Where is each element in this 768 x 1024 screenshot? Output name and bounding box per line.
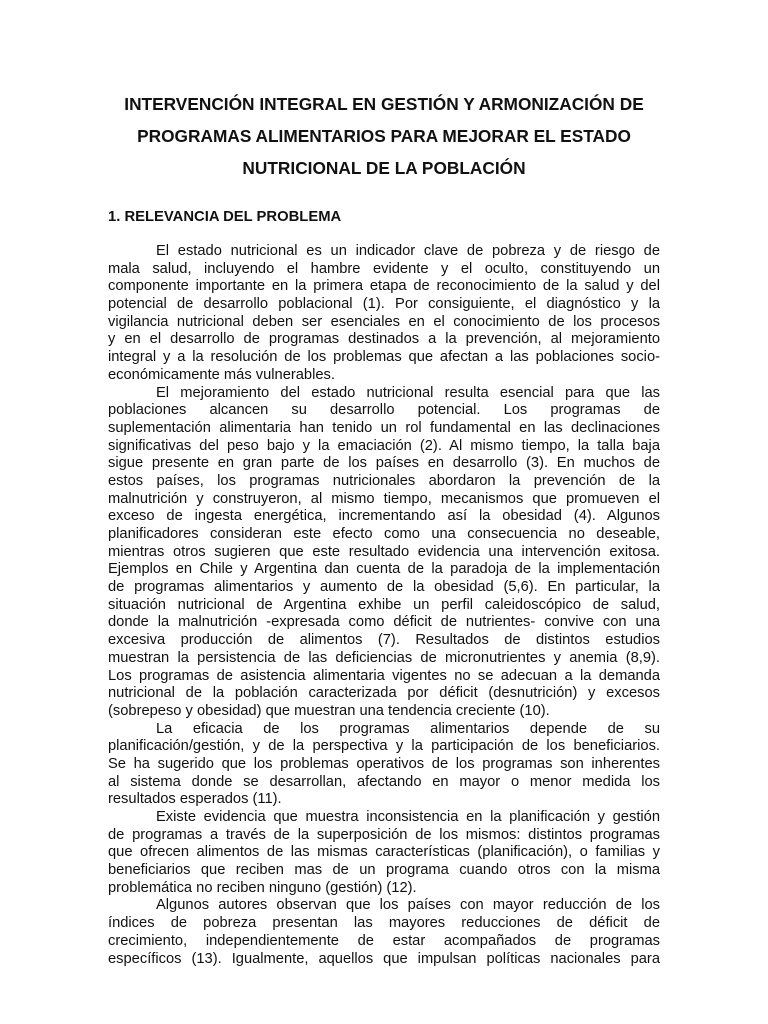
body-line: mala salud, incluyendo el hambre evidente y el oculto, constituyendo un [108, 260, 660, 277]
body-line: vigilancia nutricional deben ser esenciales en el conocimiento de los procesos [108, 313, 660, 330]
title-line: NUTRICIONAL DE LA POBLACIÓN [242, 158, 526, 178]
body-line: planificadores consideran este efecto como una consecuencia no deseable, [108, 526, 660, 542]
body-line: potencial de desarrollo poblacional (1). Por consiguiente, el diagnóstico y la [108, 296, 660, 313]
body-line: integral y a la resolución de los problemas que afectan a las poblaciones socio- [108, 349, 660, 366]
body-line: crecimiento, independientemente de estar acompañados de programas [108, 932, 660, 949]
body-line: índices de pobreza presentan las mayores reducciones de déficit de [108, 915, 660, 932]
body-line: y en el desarrollo de programas destinados a la prevención, al mejoramiento [108, 331, 660, 348]
section-heading: 1. RELEVANCIA DEL PROBLEMA [108, 209, 342, 225]
body-line: La eficacia de los programas alimentarios depende de su [156, 720, 660, 737]
body-line: malnutrición y construyeron, al mismo tiempo, mecanismos que promueven el [108, 490, 660, 507]
body-line: beneficiarios que reciben mas de un programa cuando otros con la misma [108, 862, 660, 879]
body-line: Ejemplos en Chile y Argentina dan cuenta de la paradoja de la implementación [108, 561, 660, 578]
body-line: que ofrecen alimentos de las mismas características (planificación), o familias y [108, 844, 660, 861]
body-line: Algunos autores observan que los países con mayor reducción de los [156, 897, 660, 914]
body-line: exceso de ingesta energética, incrementando así la obesidad (4). Algunos [108, 508, 660, 525]
body-line: económicamente más vulnerables. [108, 366, 335, 383]
body-line: específicos (13). Igualmente, aquellos que impulsan políticas nacionales para [108, 950, 660, 967]
body-line: poblaciones alcancen su desarrollo potencial. Los programas de [108, 402, 660, 419]
body-line: excesiva producción de alimentos (7). Resultados de distintos estudios [108, 632, 660, 649]
body-line: problemática no reciben ninguno (gestión) (12). [108, 879, 417, 896]
body-line: (sobrepeso y obesidad) que muestran una tendencia creciente (10). [108, 702, 550, 719]
title-line: INTERVENCIÓN INTEGRAL EN GESTIÓN Y ARMONIZACIÓN DE [124, 94, 644, 114]
body-line: muestran la persistencia de las deficiencias de micronutrientes y anemia (8,9). [108, 649, 660, 666]
body-text [108, 243, 660, 968]
body-line: suplementación alimentaria han tenido un rol fundamental en las declinaciones [108, 419, 660, 436]
body-line: estos países, los programas nutricionales abordaron la prevención de la [108, 472, 660, 489]
body-line: de programas alimentarios y aumento de la obesidad (5,6). En particular, la [108, 579, 660, 596]
body-line: al sistema donde se desarrollan, afectando en mayor o menor medida los [108, 773, 660, 790]
body-line: Se ha sugerido que los problemas operativos de los programas son inherentes [108, 755, 660, 772]
body-line: donde la malnutrición -expresada como déficit de nutrientes- convive con una [108, 614, 660, 631]
body-line: componente importante en la primera etapa de reconocimiento de la salud y del [108, 278, 660, 295]
body-line: situación nutricional de Argentina exhibe un perfil caleidoscópico de salud, [108, 596, 660, 613]
body-line: El estado nutricional es un indicador clave de pobreza y de riesgo de [156, 243, 660, 259]
body-line: nutricional de la población caracterizada por déficit (desnutrición) y excesos [108, 685, 660, 702]
body-line: mientras otros sugieren que este resultado evidencia una intervención exitosa. [108, 543, 660, 560]
body-line: de programas a través de la superposición de los mismos: distintos programas [108, 826, 660, 843]
body-line: significativas del peso bajo y la emaciación (2). Al mismo tiempo, la talla baja [108, 437, 660, 454]
document-title [100, 88, 668, 184]
body-line: El mejoramiento del estado nutricional resulta esencial para que las [156, 384, 660, 401]
title-line: PROGRAMAS ALIMENTARIOS PARA MEJORAR EL ESTADO [137, 126, 631, 146]
body-line: planificación/gestión, y de la perspectiva y la participación de los beneficiarios. [108, 738, 660, 755]
body-line: resultados esperados (11). [108, 791, 282, 808]
body-line: Los programas de asistencia alimentaria vigentes no se adecuan a la demanda [108, 667, 660, 684]
body-line: Existe evidencia que muestra inconsistencia en la planificación y gestión [156, 809, 660, 825]
body-line: sigue presente en gran parte de los países en desarrollo (3). En muchos de [108, 455, 660, 472]
